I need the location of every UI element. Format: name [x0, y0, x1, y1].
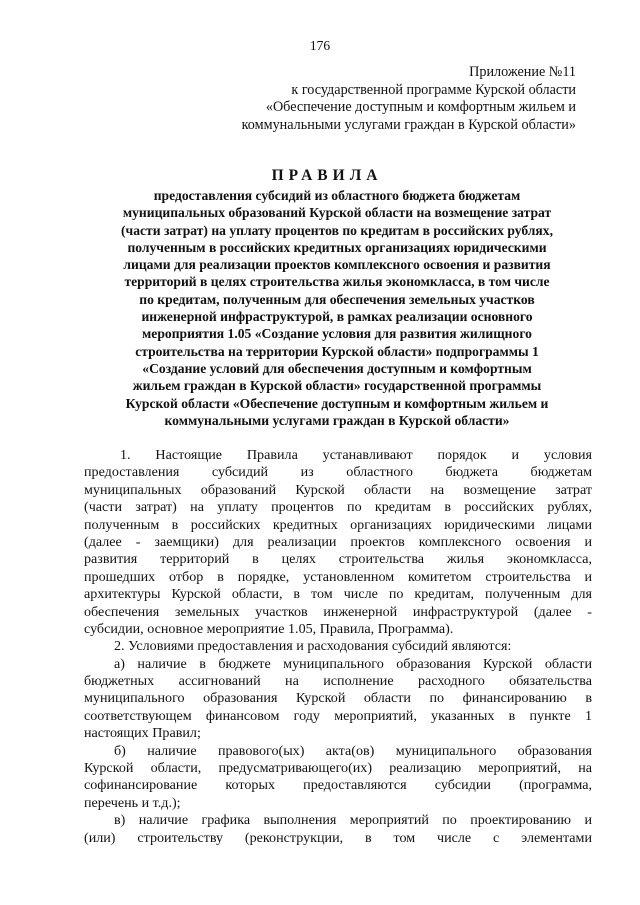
body-line: муниципального образования Курской области по финансированию в — [84, 690, 592, 707]
subtitle-line: Курской области «Обеспечение доступным и комфортным жильем и — [125, 395, 549, 411]
body-line: развития территорий в целях строительства жилья экономкласса, — [84, 551, 592, 568]
body-line: (далее - заемщики) для реализации проектов комплексного освоения и — [84, 533, 592, 550]
subtitle-line: территорий в целях строительства жилья экономкласса, в том числе — [124, 274, 550, 290]
subtitle-line: по кредитам, полученным для обеспечения земельных участков — [139, 291, 535, 307]
body-line: муниципальных образований Курской области на возмещение затрат — [84, 481, 592, 498]
subtitle-line: коммунальными услугами граждан в Курской области» — [164, 412, 510, 428]
subtitle-line: жильем граждан в Курской области» государственной программы — [132, 378, 542, 394]
document-subtitle — [82, 187, 592, 429]
body-line: Курской области, предусматривающего(их) реализацию мероприятий, на — [84, 760, 592, 777]
appendix-line: Приложение №11 — [469, 64, 576, 80]
body-line: предоставления субсидий из областного бюджета бюджетам — [84, 464, 592, 481]
appendix-line: коммунальными услугами граждан в Курской области» — [241, 116, 576, 133]
body-line: обеспечения земельных участков инженерной инфраструктурой (далее - — [84, 603, 592, 620]
appendix-header — [176, 64, 576, 134]
body-line: архитектуры Курской области, в том числе по кредитам, полученным для — [84, 586, 592, 603]
body-line: б) наличие правового(ых) акта(ов) муниципального образования — [114, 742, 592, 759]
body-line: (части затрат) на уплату процентов по кредитам в российских рублях, — [84, 499, 592, 516]
appendix-line: к государственной программе Курской области — [291, 81, 576, 98]
subtitle-line: полученным в российских кредитных организациях юридическими — [127, 239, 547, 255]
subtitle-line: инженерной инфраструктурой, в рамках реализации основного — [141, 309, 533, 325]
body-line: а) наличие в бюджете муниципального образования Курской области — [114, 655, 592, 672]
body-line: бюджетных ассигнований на исполнение расходного обязательства — [84, 673, 592, 690]
body-line: 2. Условиями предоставления и расходования субсидий являются: — [114, 638, 512, 655]
subtitle-line: строительства на территории Курской области» подпрограммы 1 — [135, 343, 539, 359]
page-number: 176 — [309, 38, 331, 53]
body-line: настоящих Правил; — [84, 725, 201, 742]
subtitle-line: муниципальных образований Курской области на возмещение затрат — [122, 205, 552, 221]
appendix-line: «Обеспечение доступным и комфортным жильем и — [265, 99, 576, 115]
subtitle-line: «Создание условий для обеспечения доступным и комфортным — [142, 360, 532, 376]
subtitle-line: (части затрат) на уплату процентов по кредитам в российских рублях, — [121, 222, 553, 238]
body-line: софинансирование которых предоставляются субсидии (программа, — [84, 777, 592, 794]
body-line: субсидии, основное мероприятие 1.05, Правила, Программа). — [84, 620, 454, 637]
subtitle-line: предоставления субсидий из областного бюджета бюджетам — [153, 188, 521, 203]
body-line: полученным в российских кредитных организациях юридическими лицами — [84, 516, 592, 533]
body-line: перечень и т.д.); — [84, 794, 181, 811]
body-line: в) наличие графика выполнения мероприятий по проектированию и — [114, 812, 592, 829]
document-body — [84, 447, 592, 847]
subtitle-line: мероприятия 1.05 «Создание условия для развития жилищного — [142, 326, 532, 342]
body-line: 1. Настоящие Правила устанавливают порядок и условия — [120, 447, 592, 463]
document-title: ПРАВИЛА — [271, 167, 383, 184]
body-line: соответствующем финансовом году мероприятий, указанных в пункте 1 — [84, 707, 592, 724]
body-line: прошедших отбор в порядке, установленном комитетом строительства и — [84, 568, 592, 585]
body-line: (или) строительству (реконструкции, в том числе с элементами — [84, 829, 592, 846]
subtitle-line: лицами для реализации проектов комплексного освоения и развития — [123, 257, 551, 273]
